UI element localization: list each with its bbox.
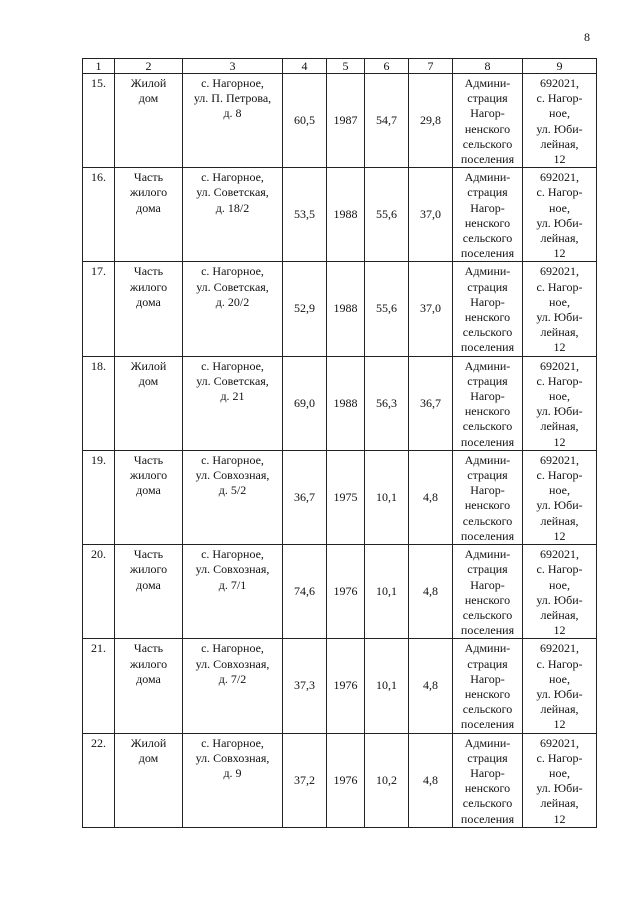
row-number: 20. <box>83 545 115 639</box>
year-value: 1975 <box>327 450 365 544</box>
cell-line: 692021, <box>540 264 579 279</box>
object-address <box>183 262 283 356</box>
cell-line: с. Нагорное, <box>201 641 264 656</box>
year-value: 1976 <box>327 545 365 639</box>
cell-line: поселения <box>460 717 515 732</box>
cell-line: Нагор- <box>470 294 505 309</box>
cell-line: ул. Совхозная, <box>195 468 270 483</box>
cell-line: поселения <box>460 434 515 449</box>
cell-line: сельского <box>462 231 513 246</box>
area-value: 69,0 <box>283 356 327 450</box>
page-number: 8 <box>584 30 590 44</box>
cell-line: дома <box>136 294 161 309</box>
cell-line: лейная, <box>540 702 579 717</box>
object-address <box>183 74 283 168</box>
object-type <box>115 168 183 262</box>
cell-line: ул. Юби- <box>536 215 583 230</box>
value-col6: 10,1 <box>365 639 409 733</box>
table-row <box>83 168 597 262</box>
cell-line: с. Нагор- <box>536 562 583 577</box>
cell-line: ул. Юби- <box>536 121 583 136</box>
cell-line: дом <box>138 373 159 388</box>
header-cell: 3 <box>183 59 283 74</box>
object-type <box>115 545 183 639</box>
cell-line: ул. П. Петрова, <box>193 91 272 106</box>
cell-line: д. 7/2 <box>218 671 247 686</box>
object-type <box>115 262 183 356</box>
cell-line: ненского <box>464 592 511 607</box>
cell-line: д. 20/2 <box>215 294 250 309</box>
owner-name <box>453 733 523 827</box>
table-row <box>83 639 597 733</box>
area-value: 53,5 <box>283 168 327 262</box>
owner-name <box>453 356 523 450</box>
cell-line: 692021, <box>540 76 579 90</box>
header-cell: 6 <box>365 59 409 74</box>
cell-line: с. Нагорное, <box>201 264 264 279</box>
cell-line: страция <box>467 750 508 765</box>
cell-line: Нагор- <box>470 765 505 780</box>
cell-line: ул. Юби- <box>536 310 583 325</box>
cell-line: ненского <box>464 215 511 230</box>
cell-line: страция <box>467 373 508 388</box>
cell-line: д. 9 <box>223 765 242 780</box>
cell-line: ное, <box>549 765 570 780</box>
cell-line: Админи- <box>464 452 511 467</box>
value-col6: 10,1 <box>365 450 409 544</box>
owner-address <box>523 168 597 262</box>
cell-line: ул. Советская, <box>196 373 269 388</box>
value-col7: 29,8 <box>409 74 453 168</box>
owner-address <box>523 545 597 639</box>
cell-line: ул. Совхозная, <box>195 656 270 671</box>
cell-line: д. 5/2 <box>218 483 247 498</box>
cell-line: с. Нагор- <box>536 656 583 671</box>
cell-line: Нагор- <box>470 389 505 404</box>
cell-line: с. Нагорное, <box>201 76 264 90</box>
cell-line: с. Нагор- <box>536 185 583 200</box>
object-type <box>115 733 183 827</box>
value-col6: 56,3 <box>365 356 409 450</box>
area-value: 37,3 <box>283 639 327 733</box>
cell-line: 692021, <box>540 170 579 185</box>
value-col6: 10,1 <box>365 545 409 639</box>
cell-line: Админи- <box>464 170 511 185</box>
header-cell: 5 <box>327 59 365 74</box>
cell-line: дом <box>138 91 159 106</box>
cell-line: ное, <box>549 294 570 309</box>
cell-line: 12 <box>553 811 566 826</box>
year-value: 1988 <box>327 356 365 450</box>
cell-line: ное, <box>549 483 570 498</box>
owner-name <box>453 262 523 356</box>
owner-name <box>453 74 523 168</box>
cell-line: Нагор- <box>470 200 505 215</box>
object-address <box>183 545 283 639</box>
cell-line: ненского <box>464 121 511 136</box>
cell-line: с. Нагор- <box>536 91 583 106</box>
cell-line: Часть <box>133 641 164 656</box>
cell-line: с. Нагорное, <box>201 452 264 467</box>
cell-line: 12 <box>553 246 566 261</box>
cell-line: сельского <box>462 136 513 151</box>
cell-line: лейная, <box>540 136 579 151</box>
cell-line: Админи- <box>464 735 511 750</box>
row-number: 21. <box>83 639 115 733</box>
cell-line: с. Нагор- <box>536 750 583 765</box>
cell-line: страция <box>467 562 508 577</box>
cell-line: ное, <box>549 106 570 121</box>
table-row <box>83 74 597 168</box>
cell-line: ул. Советская, <box>196 185 269 200</box>
cell-line: д. 8 <box>223 106 242 121</box>
area-value: 36,7 <box>283 450 327 544</box>
table-row <box>83 356 597 450</box>
object-type <box>115 356 183 450</box>
year-value: 1976 <box>327 639 365 733</box>
cell-line: поселения <box>460 811 515 826</box>
cell-line: лейная, <box>540 419 579 434</box>
cell-line: Часть <box>133 264 164 279</box>
cell-line: ул. Юби- <box>536 498 583 513</box>
value-col6: 10,2 <box>365 733 409 827</box>
row-number: 15. <box>83 74 115 168</box>
row-number: 19. <box>83 450 115 544</box>
row-number: 18. <box>83 356 115 450</box>
cell-line: 692021, <box>540 547 579 562</box>
year-value: 1988 <box>327 168 365 262</box>
cell-line: ненского <box>464 404 511 419</box>
owner-name <box>453 639 523 733</box>
cell-line: страция <box>467 468 508 483</box>
cell-line: ненского <box>464 781 511 796</box>
owner-name <box>453 168 523 262</box>
cell-line: ул. Юби- <box>536 592 583 607</box>
cell-line: поселения <box>460 152 515 167</box>
cell-line: лейная, <box>540 231 579 246</box>
cell-line: сельского <box>462 796 513 811</box>
cell-line: поселения <box>460 340 515 355</box>
cell-line: ненского <box>464 498 511 513</box>
cell-line: д. 18/2 <box>215 200 250 215</box>
object-address <box>183 733 283 827</box>
cell-line: 12 <box>553 623 566 638</box>
cell-line: лейная, <box>540 513 579 528</box>
cell-line: ное, <box>549 671 570 686</box>
cell-line: поселения <box>460 528 515 543</box>
header-cell: 2 <box>115 59 183 74</box>
table-body <box>83 74 597 828</box>
property-registry-table <box>82 58 597 828</box>
value-col7: 4,8 <box>409 639 453 733</box>
value-col7: 4,8 <box>409 545 453 639</box>
row-number: 16. <box>83 168 115 262</box>
cell-line: 12 <box>553 717 566 732</box>
cell-line: Админи- <box>464 76 511 90</box>
cell-line: поселения <box>460 246 515 261</box>
object-address <box>183 639 283 733</box>
cell-line: дома <box>136 577 161 592</box>
header-row <box>83 59 597 74</box>
cell-line: Админи- <box>464 641 511 656</box>
header-cell: 1 <box>83 59 115 74</box>
header-cell: 8 <box>453 59 523 74</box>
area-value: 60,5 <box>283 74 327 168</box>
cell-line: ное, <box>549 389 570 404</box>
cell-line: Часть <box>133 452 164 467</box>
owner-address <box>523 74 597 168</box>
cell-line: ул. Советская, <box>196 279 269 294</box>
row-number: 22. <box>83 733 115 827</box>
cell-line: Часть <box>133 170 164 185</box>
cell-line: сельского <box>462 607 513 622</box>
cell-line: с. Нагор- <box>536 373 583 388</box>
cell-line: д. 21 <box>220 389 245 404</box>
object-address <box>183 450 283 544</box>
cell-line: 12 <box>553 528 566 543</box>
year-value: 1988 <box>327 262 365 356</box>
cell-line: Админи- <box>464 547 511 562</box>
cell-line: поселения <box>460 623 515 638</box>
object-type <box>115 74 183 168</box>
cell-line: 692021, <box>540 452 579 467</box>
value-col7: 36,7 <box>409 356 453 450</box>
cell-line: дома <box>136 671 161 686</box>
cell-line: ненского <box>464 686 511 701</box>
header-cell: 9 <box>523 59 597 74</box>
cell-line: Нагор- <box>470 577 505 592</box>
year-value: 1987 <box>327 74 365 168</box>
cell-line: ул. Совхозная, <box>195 750 270 765</box>
table-row <box>83 450 597 544</box>
cell-line: сельского <box>462 513 513 528</box>
cell-line: Нагор- <box>470 483 505 498</box>
owner-address <box>523 639 597 733</box>
value-col6: 54,7 <box>365 74 409 168</box>
value-col6: 55,6 <box>365 168 409 262</box>
header-cell: 4 <box>283 59 327 74</box>
owner-address <box>523 733 597 827</box>
cell-line: Жилой <box>130 76 167 90</box>
cell-line: с. Нагорное, <box>201 547 264 562</box>
cell-line: 692021, <box>540 641 579 656</box>
owner-name <box>453 450 523 544</box>
cell-line: Жилой <box>130 735 167 750</box>
cell-line: жилого <box>129 279 168 294</box>
area-value: 74,6 <box>283 545 327 639</box>
cell-line: ненского <box>464 310 511 325</box>
cell-line: дома <box>136 200 161 215</box>
cell-line: лейная, <box>540 325 579 340</box>
cell-line: страция <box>467 91 508 106</box>
cell-line: ное, <box>549 200 570 215</box>
owner-address <box>523 356 597 450</box>
cell-line: Жилой <box>130 358 167 373</box>
cell-line: жилого <box>129 656 168 671</box>
owner-address <box>523 262 597 356</box>
area-value: 52,9 <box>283 262 327 356</box>
cell-line: 692021, <box>540 358 579 373</box>
object-address <box>183 356 283 450</box>
cell-line: с. Нагор- <box>536 279 583 294</box>
row-number: 17. <box>83 262 115 356</box>
cell-line: дома <box>136 483 161 498</box>
cell-line: сельского <box>462 419 513 434</box>
owner-name <box>453 545 523 639</box>
table-row <box>83 733 597 827</box>
table-row <box>83 262 597 356</box>
value-col7: 37,0 <box>409 168 453 262</box>
object-type <box>115 639 183 733</box>
cell-line: ное, <box>549 577 570 592</box>
cell-line: Нагор- <box>470 106 505 121</box>
cell-line: ул. Юби- <box>536 404 583 419</box>
value-col7: 37,0 <box>409 262 453 356</box>
cell-line: Часть <box>133 547 164 562</box>
cell-line: д. 7/1 <box>218 577 247 592</box>
cell-line: Нагор- <box>470 671 505 686</box>
cell-line: с. Нагорное, <box>201 170 264 185</box>
cell-line: Админи- <box>464 264 511 279</box>
cell-line: ул. Юби- <box>536 686 583 701</box>
cell-line: ул. Совхозная, <box>195 562 270 577</box>
owner-address <box>523 450 597 544</box>
object-address <box>183 168 283 262</box>
cell-line: дом <box>138 750 159 765</box>
object-type <box>115 450 183 544</box>
cell-line: с. Нагор- <box>536 468 583 483</box>
table-row <box>83 545 597 639</box>
cell-line: жилого <box>129 468 168 483</box>
value-col6: 55,6 <box>365 262 409 356</box>
cell-line: страция <box>467 185 508 200</box>
cell-line: Админи- <box>464 358 511 373</box>
cell-line: страция <box>467 279 508 294</box>
cell-line: с. Нагорное, <box>201 735 264 750</box>
cell-line: ул. Юби- <box>536 781 583 796</box>
cell-line: 692021, <box>540 735 579 750</box>
cell-line: сельского <box>462 702 513 717</box>
cell-line: 12 <box>553 340 566 355</box>
cell-line: 12 <box>553 434 566 449</box>
cell-line: с. Нагорное, <box>201 358 264 373</box>
cell-line: лейная, <box>540 607 579 622</box>
cell-line: сельского <box>462 325 513 340</box>
value-col7: 4,8 <box>409 733 453 827</box>
cell-line: жилого <box>129 185 168 200</box>
cell-line: лейная, <box>540 796 579 811</box>
area-value: 37,2 <box>283 733 327 827</box>
year-value: 1976 <box>327 733 365 827</box>
cell-line: страция <box>467 656 508 671</box>
cell-line: 12 <box>553 152 566 167</box>
cell-line: жилого <box>129 562 168 577</box>
value-col7: 4,8 <box>409 450 453 544</box>
header-cell: 7 <box>409 59 453 74</box>
